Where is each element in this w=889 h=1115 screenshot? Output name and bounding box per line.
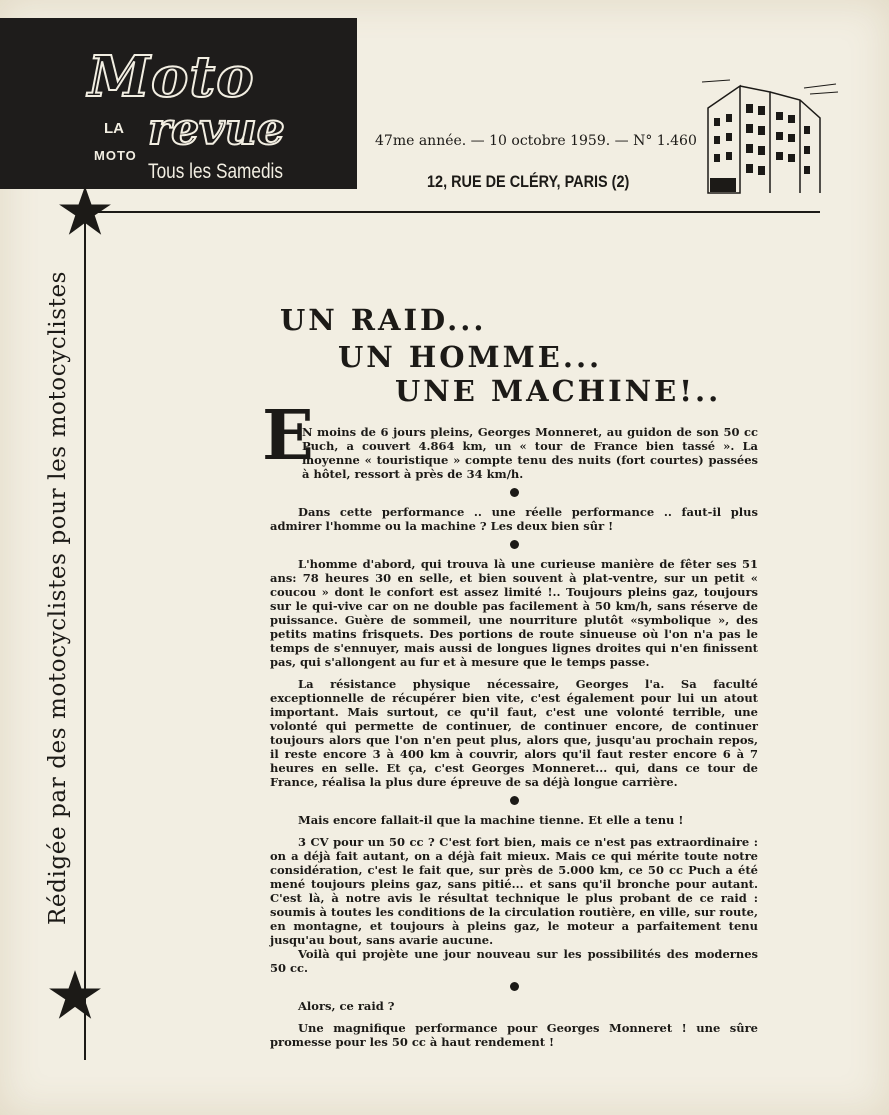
logo-revue: revue [148, 104, 285, 155]
headline-line-2: UN HOMME... [338, 340, 603, 374]
logo-la: LA [104, 120, 124, 137]
article-paragraph: Alors, ce raid ? [298, 999, 395, 1013]
headline-line-1: UN RAID... [280, 303, 487, 337]
bullet-separator [510, 488, 519, 497]
address: 12, RUE DE CLÉRY, PARIS (2) [427, 172, 630, 191]
masthead-logo-block [0, 18, 357, 189]
article-paragraph: Mais encore fallait-il que la machine tienne. Et elle a tenu ! [298, 813, 684, 827]
article-paragraph: 3 CV pour un 50 cc ? C'est fort bien, mais ce n'est pas extraordinaire : on a déjà fait autant, on a déjà fait mieux. Mais ce qui mérite toute notre considération, c'est le fait que, sur près de 5.000 km, ce 50 cc Puch a été mené toujours pleins gaz, sans pitié... et sans qu'il bronche pour autant. C'est là, à notre avis le résultat technique le plus probant de ce raid : soumis à toutes les conditions de la circulation routière, en ville, sur route, en montagne, et toujours à pleins gaz, le moteur a parfaitement tenu jusqu'au bout, sans avarie aucune. [270, 835, 758, 947]
article-paragraph: Voilà qui projète une jour nouveau sur les possibilités des modernes 50 cc. [270, 947, 758, 975]
building-illustration [700, 78, 840, 196]
article-paragraph: Dans cette performance .. une réelle performance .. faut-il plus admirer l'homme ou la machine ? Les deux bien sûr ! [270, 505, 758, 533]
issue-line: 47me année. — 10 octobre 1959. — N° 1.460 [375, 133, 697, 149]
article-paragraph: L'homme d'abord, qui trouva là une curieuse manière de fêter ses 51 ans: 78 heures 30 en selle, et bien souvent à plat-ventre, sur un petit « coucou » dont le confort est assez limité !.. Toujours pleins gaz, toujours sur le qui-vive car on ne double pas facilement à 50 km/h, sans réserve de puissance. Guère de sommeil, une nourriture plutôt «symbolique », des petits matins frisquets. Des portions de route sinueuse où l'on n'a pas le temps de s'ennuyer, mais aussi de longues lignes droites qui n'en finissent pas, qui s'allongent au fur et à mesure que le temps passe. [270, 557, 758, 669]
star-ornament-top [58, 184, 112, 238]
side-slogan: Rédigée par des motocyclistes pour les motocyclistes [45, 270, 71, 925]
star-ornament-bottom [48, 968, 102, 1022]
article-paragraph: La résistance physique nécessaire, Georges l'a. Sa faculté exceptionnelle de récupérer bien vite, c'est également pour lui un atout important. Mais surtout, ce qu'il faut, c'est une volonté terrible, une volonté qui permette de continuer, de continuer encore, de continuer toujours alors que l'on n'en peut plus, alors que, jusqu'au prochain repos, il reste encore 3 à 400 km à couvrir, alors qu'il faut rester encore 6 à 7 heures en selle. Et ça, c'est Georges Monneret... qui, dans ce tour de France, réalisa la plus dure épreuve de sa déjà longue carrière. [270, 677, 758, 789]
logo-moto: Moto [88, 44, 255, 110]
bullet-separator [510, 982, 519, 991]
bullet-separator [510, 540, 519, 549]
article-intro: N moins de 6 jours pleins, Georges Monneret, au guidon de son 50 cc Puch, a couvert 4.864 km, un « tour de France bien tassé ». La moyenne « touristique » compte tenu des nuits (fort courtes) passées à hôtel, ressort à près de 34 km/h. [302, 425, 758, 481]
bullet-separator [510, 796, 519, 805]
header-rule [84, 211, 820, 213]
logo-moto-small: MOTO [94, 148, 137, 163]
drop-cap: E [262, 396, 314, 476]
headline-line-3: UNE MACHINE!.. [395, 374, 722, 408]
tagline: Tous les Samedis [148, 160, 283, 183]
article-paragraph: Une magnifique performance pour Georges Monneret ! une sûre promesse pour les 50 cc à haut rendement ! [270, 1021, 758, 1049]
side-rule [84, 210, 86, 1060]
article-body [270, 425, 758, 1049]
